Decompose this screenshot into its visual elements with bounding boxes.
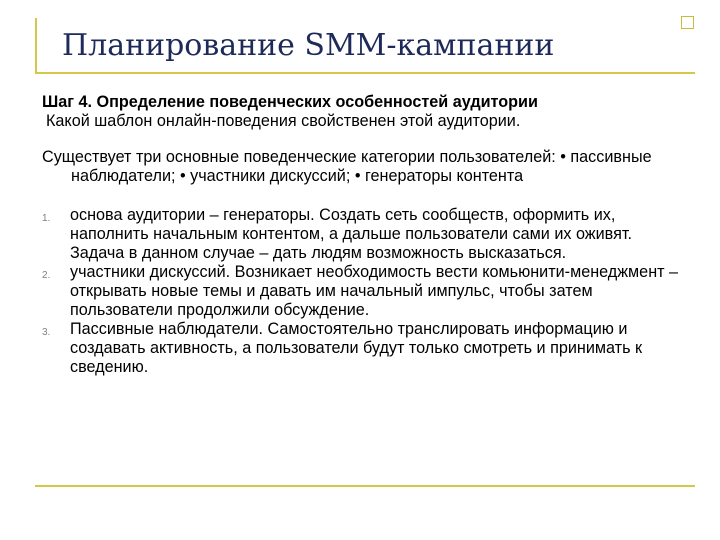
title-divider (35, 72, 695, 74)
footer-divider (35, 485, 695, 487)
list-item-text: Пассивные наблюдатели. Самостоятельно транслировать информацию и создавать активность, а пользователи будут только смотреть и принимать к сведению. (70, 320, 643, 376)
slide-content (42, 93, 682, 377)
decorative-square (681, 16, 694, 29)
list-item-text: основа аудитории – генераторы. Создать сеть сообществ, оформить их, наполнить начальным контентом, а дальше пользователи сами их оживят. Задача в данном случае – дать людям возможность высказаться. (70, 206, 632, 262)
intro-paragraph: Существует три основные поведенческие категории пользователей: • пассивные наблюдатели; • участники дискуссий; • генераторы контента (42, 148, 652, 185)
step-heading: Шаг 4. Определение поведенческих особенностей аудитории (42, 93, 538, 111)
list-number: 2. (42, 270, 51, 281)
numbered-list (42, 206, 682, 377)
list-item (42, 206, 682, 263)
decorative-vertical-line (35, 18, 37, 73)
step-subheading: Какой шаблон онлайн-поведения свойственен этой аудитории. (46, 112, 521, 130)
list-item-text: участники дискуссий. Возникает необходимость вести комьюнити-менеджмент – открывать новые темы и давать им начальный импульс, чтобы затем пользователи продолжили обсуждение. (70, 263, 679, 319)
page-title: Планирование SMM-кампании (62, 28, 555, 63)
list-item (42, 320, 682, 377)
list-number: 1. (42, 213, 51, 224)
list-number: 3. (42, 327, 51, 338)
list-item (42, 263, 682, 320)
